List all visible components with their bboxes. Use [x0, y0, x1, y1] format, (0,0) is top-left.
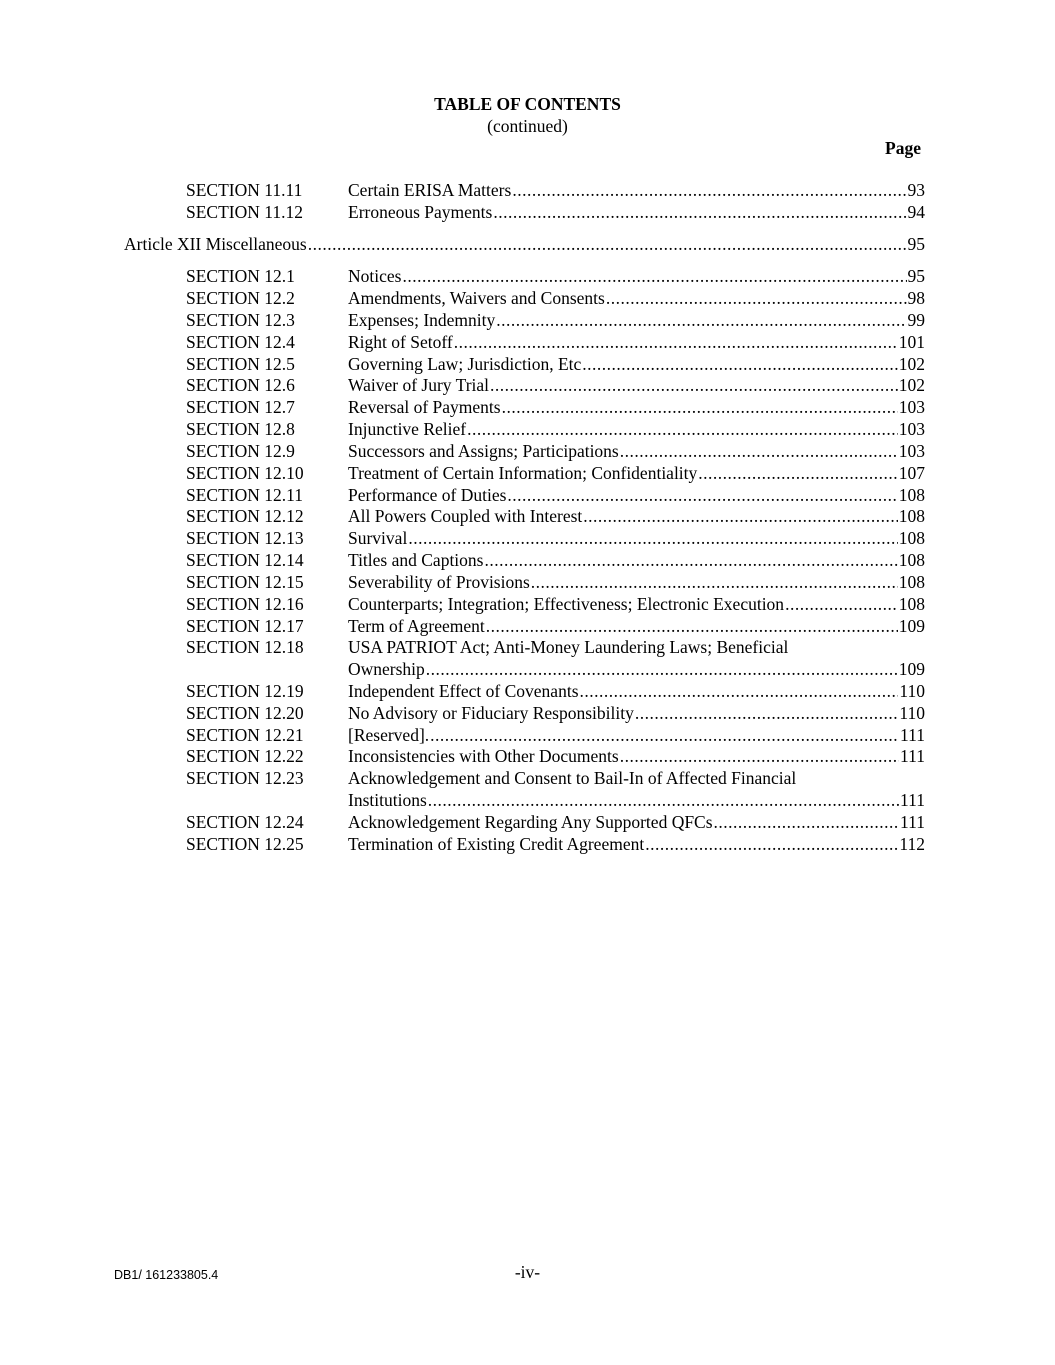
page-number: 99	[907, 310, 925, 330]
dot-leader	[583, 505, 897, 527]
toc-entry[interactable]	[0, 571, 1055, 593]
page-number: 112	[899, 834, 925, 854]
page-number: 111	[900, 746, 925, 766]
toc-entry-continuation[interactable]	[0, 789, 1055, 811]
dot-leader	[493, 201, 906, 223]
section-title: Term of Agreement	[348, 616, 485, 636]
page-number: 94	[907, 202, 925, 222]
toc-entry[interactable]	[0, 179, 1055, 201]
section-number: SECTION 12.4	[186, 332, 295, 352]
dot-leader	[620, 440, 898, 462]
dot-leader	[426, 658, 898, 680]
section-number: SECTION 12.7	[186, 397, 295, 417]
toc-article-entry[interactable]	[0, 233, 1055, 255]
section-title: Successors and Assigns; Participations	[348, 441, 619, 461]
toc-entry[interactable]	[0, 396, 1055, 418]
section-number: SECTION 11.11	[186, 180, 303, 200]
toc-entry[interactable]	[0, 374, 1055, 396]
section-title: All Powers Coupled with Interest	[348, 506, 583, 526]
leader-line	[348, 789, 925, 811]
dot-leader	[486, 615, 898, 637]
leader-line	[348, 745, 925, 767]
page-number: 95	[907, 234, 925, 254]
section-number: SECTION 12.11	[186, 485, 303, 505]
section-title: Termination of Existing Credit Agreement	[348, 834, 645, 854]
toc-entry[interactable]	[0, 833, 1055, 855]
toc-entry[interactable]	[0, 353, 1055, 375]
section-number: SECTION 12.24	[186, 812, 304, 832]
toc-entry[interactable]	[0, 527, 1055, 549]
page-number: 103	[898, 419, 925, 439]
dot-leader	[531, 571, 898, 593]
section-title: Certain ERISA Matters	[348, 180, 512, 200]
section-title: [Reserved].	[348, 725, 430, 745]
toc-entry[interactable]	[0, 265, 1055, 287]
page-number: 108	[898, 506, 925, 526]
section-number: SECTION 12.18	[186, 637, 304, 657]
section-title: Titles and Captions	[348, 550, 484, 570]
section-title: Amendments, Waivers and Consents	[348, 288, 605, 308]
section-number: SECTION 12.21	[186, 725, 304, 745]
leader-line	[348, 418, 925, 440]
leader-line	[124, 233, 925, 255]
section-number: SECTION 12.6	[186, 375, 295, 395]
page-number: 111	[900, 790, 925, 810]
leader-line	[348, 549, 925, 571]
dot-leader	[507, 484, 897, 506]
section-title: Counterparts; Integration; Effectiveness; Electronic Execution	[348, 594, 785, 614]
section-title: Notices	[348, 266, 402, 286]
section-title: Right of Setoff	[348, 332, 453, 352]
toc-entry[interactable]	[0, 767, 1055, 789]
section-number: SECTION 12.20	[186, 703, 304, 723]
toc-entry[interactable]	[0, 331, 1055, 353]
section-number: SECTION 12.8	[186, 419, 295, 439]
leader-line	[348, 658, 925, 680]
section-title: Expenses; Indemnity	[348, 310, 496, 330]
toc-entry[interactable]	[0, 484, 1055, 506]
dot-leader	[580, 680, 899, 702]
leader-line	[348, 484, 925, 506]
section-number: SECTION 12.1	[186, 266, 295, 286]
leader-line	[348, 593, 925, 615]
page-number-footer: -iv-	[514, 1262, 541, 1282]
toc-entry[interactable]	[0, 287, 1055, 309]
leader-line	[348, 505, 925, 527]
section-title: Reversal of Payments	[348, 397, 501, 417]
page-number: 101	[898, 332, 925, 352]
page-number: 108	[898, 485, 925, 505]
leader-line	[348, 527, 925, 549]
section-number: SECTION 12.2	[186, 288, 295, 308]
dot-leader	[308, 233, 907, 255]
page-number: 110	[899, 703, 925, 723]
section-number: SECTION 12.22	[186, 746, 304, 766]
section-title: No Advisory or Fiduciary Responsibility	[348, 703, 634, 723]
leader-line	[348, 571, 925, 593]
toc-entry[interactable]	[0, 593, 1055, 615]
toc-entry-continuation[interactable]	[0, 658, 1055, 680]
page-number: 103	[898, 397, 925, 417]
dot-leader	[408, 527, 897, 549]
leader-line	[348, 440, 925, 462]
section-number: SECTION 12.3	[186, 310, 295, 330]
page-number: 98	[907, 288, 925, 308]
toc-entry[interactable]	[0, 462, 1055, 484]
article-title: Article XII Miscellaneous	[124, 234, 307, 254]
section-title: Independent Effect of Covenants	[348, 681, 579, 701]
section-number: SECTION 12.17	[186, 616, 304, 636]
page-number: 108	[898, 594, 925, 614]
section-title: Erroneous Payments	[348, 202, 493, 222]
page-number: 107	[898, 463, 925, 483]
toc-title: TABLE OF CONTENTS	[434, 94, 621, 114]
toc-entry[interactable]	[0, 201, 1055, 223]
section-number: SECTION 12.25	[186, 834, 304, 854]
section-number: SECTION 12.14	[186, 550, 304, 570]
toc-entry[interactable]	[0, 549, 1055, 571]
dot-leader	[467, 418, 898, 440]
toc-entry[interactable]	[0, 745, 1055, 767]
leader-line	[348, 179, 925, 201]
section-title: Survival	[348, 528, 408, 548]
leader-line	[348, 309, 925, 331]
leader-line	[348, 201, 925, 223]
dot-leader	[714, 811, 900, 833]
leader-line	[348, 265, 925, 287]
page-number: 111	[900, 812, 925, 832]
section-title-first-line: USA PATRIOT Act; Anti-Money Laundering Laws; Beneficial	[348, 637, 789, 657]
leader-line	[348, 702, 925, 724]
toc-entry[interactable]	[0, 702, 1055, 724]
dot-leader	[454, 331, 898, 353]
dot-leader	[785, 593, 898, 615]
dot-leader	[496, 309, 906, 331]
leader-line	[348, 615, 925, 637]
section-number: SECTION 12.16	[186, 594, 304, 614]
dot-leader	[402, 265, 906, 287]
section-title: Injunctive Relief	[348, 419, 467, 439]
section-title-first-line: Acknowledgement and Consent to Bail-In of Affected Financial	[348, 768, 797, 788]
toc-subtitle: (continued)	[487, 116, 568, 136]
dot-leader	[430, 724, 899, 746]
page-number: 102	[898, 375, 925, 395]
section-number: SECTION 12.23	[186, 768, 304, 788]
dot-leader	[502, 396, 898, 418]
section-number: SECTION 12.5	[186, 354, 295, 374]
section-title: Performance of Duties	[348, 485, 507, 505]
section-title: Severability of Provisions	[348, 572, 530, 592]
leader-line	[348, 287, 925, 309]
toc-entry[interactable]	[0, 309, 1055, 331]
toc-entry[interactable]	[0, 724, 1055, 746]
leader-line	[348, 353, 925, 375]
page-number: 93	[907, 180, 925, 200]
dot-leader	[484, 549, 897, 571]
page-number: 95	[907, 266, 925, 286]
dot-leader	[698, 462, 897, 484]
section-number: SECTION 12.13	[186, 528, 304, 548]
page-number: 109	[898, 659, 925, 679]
leader-line	[348, 462, 925, 484]
dot-leader	[620, 745, 899, 767]
leader-line	[348, 724, 925, 746]
section-number: SECTION 12.12	[186, 506, 304, 526]
section-title: Inconsistencies with Other Documents	[348, 746, 619, 766]
section-title: Acknowledgement Regarding Any Supported QFCs	[348, 812, 713, 832]
leader-line	[348, 396, 925, 418]
page-number: 108	[898, 550, 925, 570]
leader-line	[348, 331, 925, 353]
document-id: DB1/ 161233805.4	[114, 1268, 219, 1282]
page-number: 110	[899, 681, 925, 701]
section-number: SECTION 12.10	[186, 463, 304, 483]
page-number: 109	[898, 616, 925, 636]
toc-entry[interactable]	[0, 680, 1055, 702]
page-number: 108	[898, 572, 925, 592]
dot-leader	[582, 353, 897, 375]
section-number: SECTION 12.19	[186, 681, 304, 701]
section-number: SECTION 11.12	[186, 202, 303, 222]
dot-leader	[490, 374, 898, 396]
section-title: Ownership	[348, 659, 425, 679]
toc-entry[interactable]	[0, 811, 1055, 833]
toc-entry[interactable]	[0, 615, 1055, 637]
dot-leader	[512, 179, 906, 201]
leader-line	[348, 374, 925, 396]
section-title: Institutions	[348, 790, 427, 810]
section-number: SECTION 12.15	[186, 572, 304, 592]
section-number: SECTION 12.9	[186, 441, 295, 461]
page-number: 108	[898, 528, 925, 548]
dot-leader	[606, 287, 907, 309]
toc-entry[interactable]	[0, 636, 1055, 658]
dot-leader	[635, 702, 899, 724]
page-number: 103	[898, 441, 925, 461]
toc-entry[interactable]	[0, 418, 1055, 440]
page-column-header: Page	[885, 138, 921, 158]
leader-line	[348, 833, 925, 855]
dot-leader	[645, 833, 898, 855]
page-number: 111	[900, 725, 925, 745]
toc-entry[interactable]	[0, 505, 1055, 527]
leader-line	[348, 680, 925, 702]
section-title: Governing Law; Jurisdiction, Etc	[348, 354, 582, 374]
dot-leader	[428, 789, 899, 811]
section-title: Treatment of Certain Information; Confidentiality	[348, 463, 698, 483]
page-number: 102	[898, 354, 925, 374]
leader-line	[348, 811, 925, 833]
toc-entry[interactable]	[0, 440, 1055, 462]
section-title: Waiver of Jury Trial	[348, 375, 490, 395]
